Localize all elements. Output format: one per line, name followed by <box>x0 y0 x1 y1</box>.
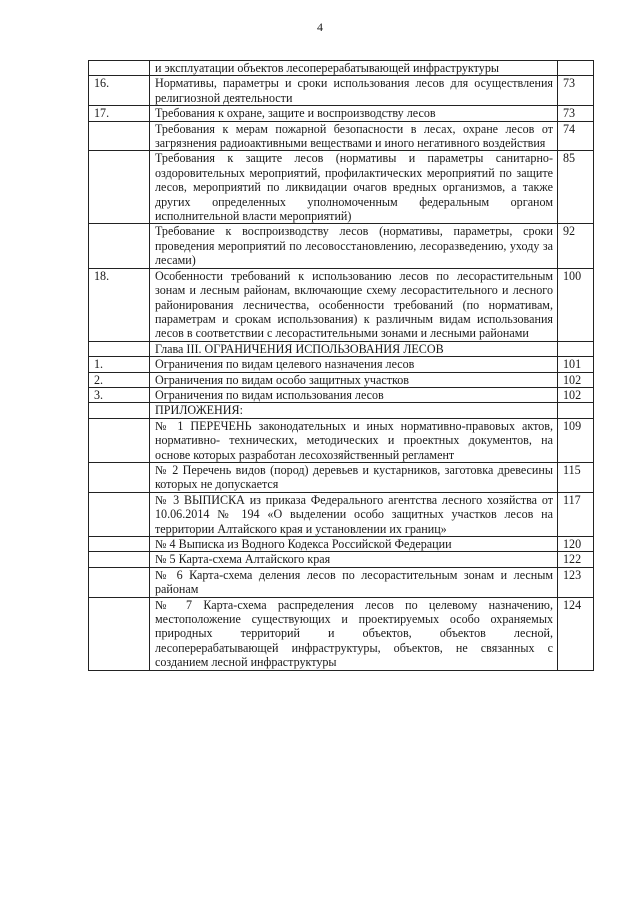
toc-item-title: № 5 Карта-схема Алтайского края <box>150 552 558 567</box>
toc-item-title: Требования к мерам пожарной безопасности в лесах, охране лесов от загрязнения радиоактивными веществами и иного негативного воздействия <box>150 121 558 151</box>
toc-item-number <box>89 61 150 76</box>
toc-item-title: Требования к защите лесов (нормативы и параметры санитарно-оздоровительных мероприятий, профилактических мероприятий по защите лесов, мероприятий по ликвидации очагов вредных организмов, а также других определенных уполномоченным федеральным органом исполнительной власти мероприятий) <box>150 151 558 224</box>
toc-item-number <box>89 597 150 670</box>
toc-row <box>89 121 594 151</box>
toc-item-number <box>89 418 150 462</box>
toc-item-page: 73 <box>558 106 594 121</box>
toc-item-page: 102 <box>558 387 594 402</box>
toc-item-page: 102 <box>558 372 594 387</box>
toc-item-number <box>89 462 150 492</box>
toc-item-number <box>89 121 150 151</box>
toc-item-number <box>89 492 150 536</box>
toc-item-title: № 4 Выписка из Водного Кодекса Российской Федерации <box>150 537 558 552</box>
toc-row <box>89 268 594 341</box>
toc-item-title: и эксплуатации объектов лесоперерабатывающей инфраструктуры <box>150 61 558 76</box>
toc-item-number <box>89 552 150 567</box>
toc-row <box>89 357 594 372</box>
toc-item-number <box>89 403 150 418</box>
toc-row <box>89 567 594 597</box>
toc-item-title: Требования к охране, защите и воспроизводству лесов <box>150 106 558 121</box>
toc-item-title: Особенности требований к использованию лесов по лесорастительным зонам и лесным районам, включающие схему лесорастительного и лесного районирования лесничества, особенности требований (по нормативам, параметрам и срокам использования) к различным видам использования лесов в соответствии с лесорастительными зонами и лесными районами <box>150 268 558 341</box>
toc-item-number: 3. <box>89 387 150 402</box>
toc-row <box>89 372 594 387</box>
toc-item-number: 16. <box>89 76 150 106</box>
toc-item-number: 1. <box>89 357 150 372</box>
toc-item-number <box>89 537 150 552</box>
toc-item-page: 117 <box>558 492 594 536</box>
toc-item-page: 92 <box>558 224 594 268</box>
toc-item-title: Глава III. ОГРАНИЧЕНИЯ ИСПОЛЬЗОВАНИЯ ЛЕСОВ <box>150 341 558 356</box>
toc-item-page: 73 <box>558 76 594 106</box>
toc-item-title: ПРИЛОЖЕНИЯ: <box>150 403 558 418</box>
toc-section-heading-row <box>89 341 594 356</box>
toc-item-title: № 3 ВЫПИСКА из приказа Федерального агентства лесного хозяйства от 10.06.2014 № 194 «О выделении особо защитных участков лесов на территории Алтайского края и установлении их границ» <box>150 492 558 536</box>
toc-row <box>89 418 594 462</box>
toc-row <box>89 224 594 268</box>
toc-item-title: № 6 Карта-схема деления лесов по лесорастительным зонам и лесным районам <box>150 567 558 597</box>
toc-row <box>89 387 594 402</box>
toc-item-page: 109 <box>558 418 594 462</box>
toc-row <box>89 462 594 492</box>
toc-item-title: Требование к воспроизводству лесов (нормативы, параметры, сроки проведения мероприятий по лесовосстановлению, лесоразведению, уходу за лесами) <box>150 224 558 268</box>
toc-section-heading-row <box>89 403 594 418</box>
toc-body <box>89 61 594 671</box>
toc-row <box>89 76 594 106</box>
toc-row <box>89 492 594 536</box>
toc-item-number <box>89 341 150 356</box>
page-number: 4 <box>317 20 323 34</box>
toc-item-title: Ограничения по видам целевого назначения лесов <box>150 357 558 372</box>
toc-item-title: Ограничения по видам использования лесов <box>150 387 558 402</box>
toc-item-page: 120 <box>558 537 594 552</box>
toc-row <box>89 106 594 121</box>
table-of-contents <box>88 60 594 671</box>
toc-item-page <box>558 341 594 356</box>
toc-item-title: № 7 Карта-схема распределения лесов по целевому назначению, местоположение существующих и проектируемых особо охраняемых природных территорий и объектов, объектов лесной, лесоперерабатывающей инфраструктуры, объектов, не связанных с созданием лесной инфраструктуры <box>150 597 558 670</box>
toc-row <box>89 537 594 552</box>
toc-row <box>89 61 594 76</box>
toc-item-page <box>558 61 594 76</box>
toc-item-page: 100 <box>558 268 594 341</box>
toc-item-number <box>89 567 150 597</box>
toc-item-page: 101 <box>558 357 594 372</box>
toc-item-page: 122 <box>558 552 594 567</box>
toc-row <box>89 552 594 567</box>
toc-item-page: 123 <box>558 567 594 597</box>
toc-item-number <box>89 224 150 268</box>
toc-item-title: № 1 ПЕРЕЧЕНЬ законодательных и иных нормативно-правовых актов, нормативно- технических, методических и проектных документов, на основе которых разработан лесохозяйственный регламент <box>150 418 558 462</box>
toc-item-page: 74 <box>558 121 594 151</box>
toc-item-title: Нормативы, параметры и сроки использования лесов для осуществления религиозной деятельности <box>150 76 558 106</box>
toc-item-page: 85 <box>558 151 594 224</box>
toc-item-page: 115 <box>558 462 594 492</box>
toc-item-title: № 2 Перечень видов (пород) деревьев и кустарников, заготовка древесины которых не допускается <box>150 462 558 492</box>
toc-item-number <box>89 151 150 224</box>
toc-item-number: 2. <box>89 372 150 387</box>
toc-item-number: 18. <box>89 268 150 341</box>
toc-row <box>89 597 594 670</box>
toc-item-page <box>558 403 594 418</box>
toc-row <box>89 151 594 224</box>
toc-item-page: 124 <box>558 597 594 670</box>
toc-item-title: Ограничения по видам особо защитных участков <box>150 372 558 387</box>
toc-item-number: 17. <box>89 106 150 121</box>
